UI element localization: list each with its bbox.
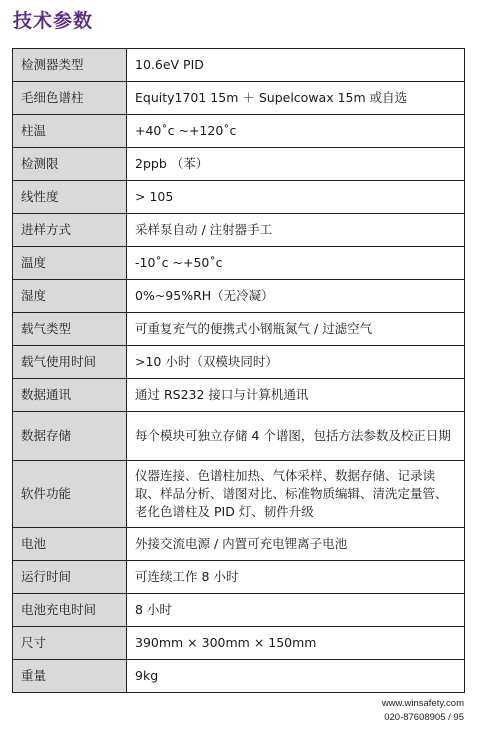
- spec-label: 数据存储: [13, 412, 127, 461]
- table-row: [13, 82, 465, 115]
- spec-label: 载气使用时间: [13, 346, 127, 379]
- table-row: [13, 115, 465, 148]
- spec-value: 9kg: [127, 660, 465, 693]
- table-row: [13, 412, 465, 461]
- table-row: [13, 594, 465, 627]
- spec-label: 温度: [13, 247, 127, 280]
- table-row: [13, 247, 465, 280]
- spec-value: +40˚c ~+120˚c: [127, 115, 465, 148]
- page-footer: [382, 697, 464, 725]
- table-row: [13, 528, 465, 561]
- spec-label: 载气类型: [13, 313, 127, 346]
- spec-value: 采样泵自动 / 注射器手工: [127, 214, 465, 247]
- footer-phone-page: 020-87608905 / 95: [384, 712, 464, 723]
- table-row: [13, 660, 465, 693]
- spec-value: 390mm × 300mm × 150mm: [127, 627, 465, 660]
- table-row: [13, 214, 465, 247]
- spec-value: 仪器连接、色谱柱加热、气体采样、数据存储、记录读取、样品分析、谱图对比、标准物质编辑、清洗定量管、老化色谱柱及 PID 灯、韧件升级: [127, 461, 465, 528]
- spec-label: 尺寸: [13, 627, 127, 660]
- spec-label: 重量: [13, 660, 127, 693]
- spec-value: 10.6eV PID: [127, 49, 465, 82]
- spec-value: 8 小时: [127, 594, 465, 627]
- table-row: [13, 148, 465, 181]
- spec-value: > 105: [127, 181, 465, 214]
- spec-label: 运行时间: [13, 561, 127, 594]
- spec-value: Equity1701 15m ＋ Supelcowax 15m 或自选: [127, 82, 465, 115]
- spec-label: 检测器类型: [13, 49, 127, 82]
- table-row: [13, 627, 465, 660]
- footer-website: www.winsafety.com: [381, 698, 464, 709]
- spec-label: 湿度: [13, 280, 127, 313]
- table-row: [13, 379, 465, 412]
- table-row: [13, 461, 465, 528]
- spec-label: 检测限: [13, 148, 127, 181]
- spec-value: 可连续工作 8 小时: [127, 561, 465, 594]
- spec-label: 电池充电时间: [13, 594, 127, 627]
- table-row: [13, 280, 465, 313]
- spec-table: [12, 48, 465, 693]
- spec-label: 软件功能: [13, 461, 127, 528]
- spec-value: 每个模块可独立存储 4 个谱图，包括方法参数及校正日期: [127, 412, 465, 461]
- table-row: [13, 181, 465, 214]
- spec-value: 外接交流电源 / 内置可充电锂离子电池: [127, 528, 465, 561]
- spec-value: -10˚c ~+50˚c: [127, 247, 465, 280]
- spec-value: 通过 RS232 接口与计算机通讯: [127, 379, 465, 412]
- spec-value: 0%~95%RH（无冷凝）: [127, 280, 465, 313]
- page-title: 技术参数: [13, 10, 94, 32]
- table-row: [13, 346, 465, 379]
- table-row: [13, 49, 465, 82]
- table-row: [13, 313, 465, 346]
- spec-label: 毛细色谱柱: [13, 82, 127, 115]
- table-row: [13, 561, 465, 594]
- spec-label: 电池: [13, 528, 127, 561]
- spec-label: 柱温: [13, 115, 127, 148]
- spec-value: 2ppb （苯）: [127, 148, 465, 181]
- spec-label: 进样方式: [13, 214, 127, 247]
- spec-label: 线性度: [13, 181, 127, 214]
- spec-value: >10 小时（双模块同时）: [127, 346, 465, 379]
- spec-value: 可重复充气的便携式小钢瓶氮气 / 过滤空气: [127, 313, 465, 346]
- spec-label: 数据通讯: [13, 379, 127, 412]
